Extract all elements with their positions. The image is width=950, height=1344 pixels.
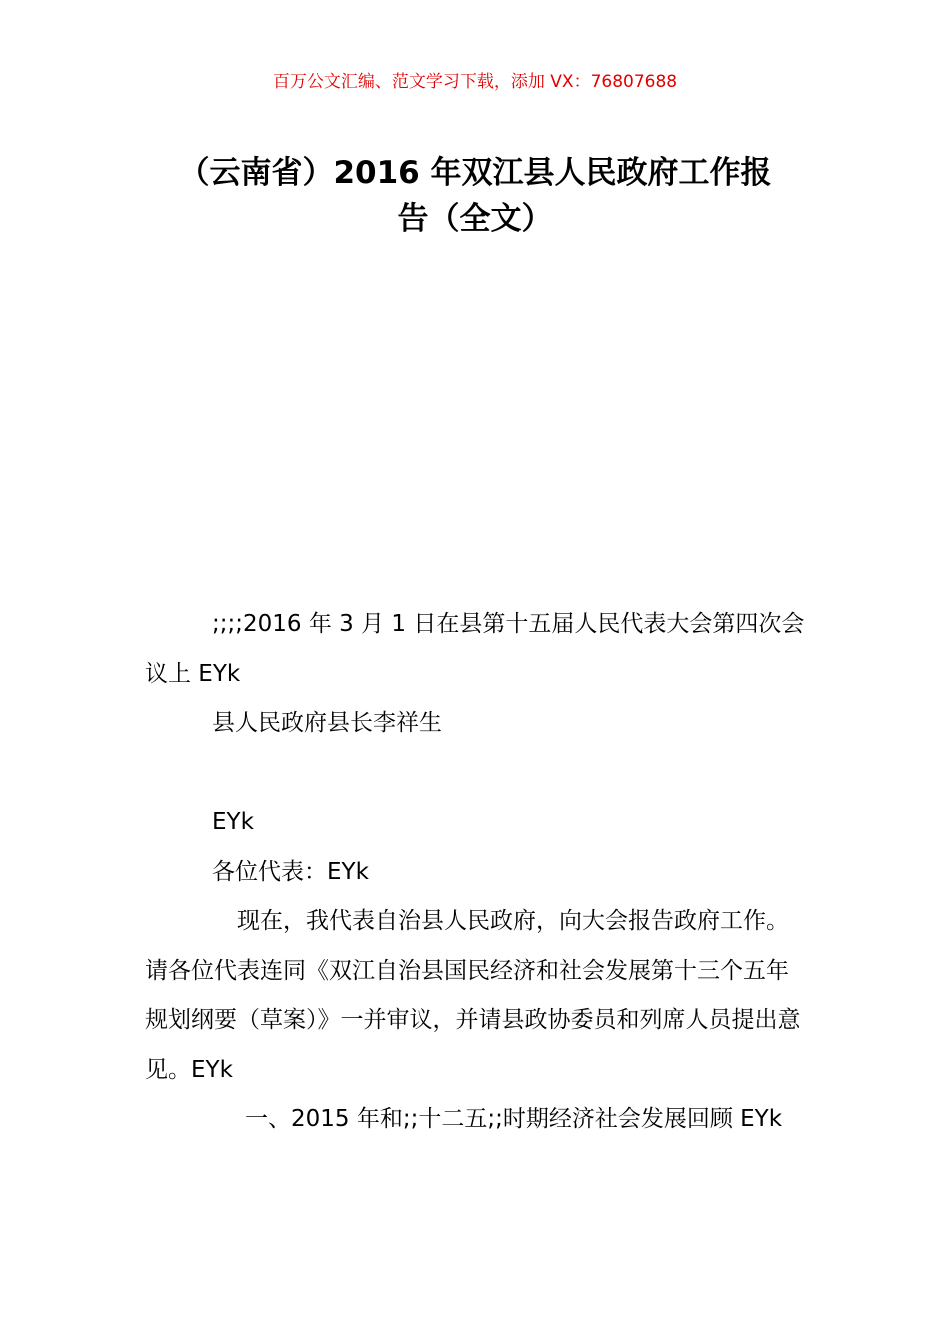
section-heading: 一、2015 年和;;十二五;;时期经济社会发展回顾 EYk xyxy=(245,1106,783,1132)
paragraph-salutation: 各位代表：EYk xyxy=(212,858,369,885)
document-body xyxy=(145,600,810,1145)
document-title xyxy=(130,150,820,242)
title-line-2: 告（全文） xyxy=(397,201,553,237)
title-line-1: （云南省）2016 年双江县人民政府工作报 xyxy=(178,155,772,191)
paragraph-marker: EYk xyxy=(212,809,254,835)
paragraph-speaker: 县人民政府县长李祥生 xyxy=(212,710,442,736)
blank-line xyxy=(145,749,810,799)
header-notice: 百万公文汇编、范文学习下载，添加 VX：76807688 xyxy=(272,72,678,92)
paragraph-intro: 现在，我代表自治县人民政府，向大会报告政府工作。请各位代表连同《双江自治县国民经济和社会发展第十三个五年规划纲要（草案）》一并审议，并请县政协委员和列席人员提出意见。EYk xyxy=(145,908,801,1083)
paragraph-meeting-date: ;;;;2016 年 3 月 1 日在县第十五届人民代表大会第四次会议上 EYk xyxy=(145,611,805,687)
